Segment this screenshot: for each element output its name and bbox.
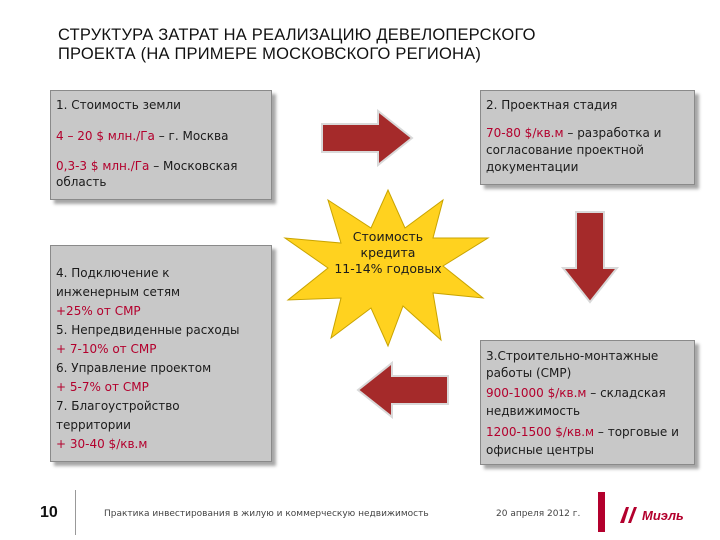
land-cost-moscow: [56, 128, 228, 144]
landscaping-heading-2: территории: [56, 418, 131, 432]
construction-retail-value: 1200-1500 $/кв.м: [486, 425, 595, 439]
connection-heading-2: инженерным сетям: [56, 285, 181, 299]
landscaping-heading-1: 7. Благоустройство: [56, 399, 180, 413]
footer-caption: Практика инвестирования в жилую и коммерческую недвижимость: [104, 509, 429, 519]
construction-warehouse: [486, 385, 666, 401]
connection-value: +25% от СМР: [56, 304, 141, 318]
logo-mark-icon: [618, 505, 640, 525]
design-stage-value: 70-80 $/кв.м: [486, 126, 564, 140]
design-stage-cost: [486, 125, 661, 141]
footer-accent-bar: [598, 492, 605, 532]
page-number: 10: [40, 504, 58, 521]
star-line-2: кредита: [360, 245, 416, 260]
construction-warehouse-line2: недвижимость: [486, 404, 581, 418]
design-stage-heading: 2. Проектная стадия: [486, 98, 618, 112]
management-value: + 5-7% от СМР: [56, 380, 149, 394]
design-stage-line3: документации: [486, 160, 579, 174]
construction-retail-text: – торговые и: [594, 425, 679, 439]
footer-date: 20 апреля 2012 г.: [496, 509, 581, 519]
design-stage-line2: согласование проектной: [486, 143, 644, 157]
construction-warehouse-value: 900-1000 $/кв.м: [486, 386, 587, 400]
slide-title: [58, 26, 698, 64]
contingency-heading: 5. Непредвиденные расходы: [56, 323, 240, 337]
title-line-2: ПРОЕКТА (НА ПРИМЕРЕ МОСКОВСКОГО РЕГИОНА): [58, 45, 482, 63]
land-cost-region-line2: область: [56, 175, 107, 189]
land-cost-moscow-value: 4 – 20 $ млн./Га: [56, 129, 155, 143]
contingency-value: + 7-10% от СМР: [56, 342, 157, 356]
logo-text: Миэль: [642, 508, 684, 523]
management-heading: 6. Управление проектом: [56, 361, 212, 375]
connection-heading-1: 4. Подключение к: [56, 266, 170, 280]
arrow-right-icon: [320, 108, 415, 168]
construction-retail-line2: офисные центры: [486, 443, 594, 457]
star-line-1: Стоимость: [352, 229, 424, 244]
title-line-1: СТРУКТУРА ЗАТРАТ НА РЕАЛИЗАЦИЮ ДЕВЕЛОПЕРСКОГО: [58, 26, 536, 44]
land-cost-moscow-text: – г. Москва: [154, 129, 229, 143]
star-line-3: 11-14% годовых: [334, 261, 442, 276]
star-text: [318, 229, 458, 277]
arrow-left-icon: [355, 360, 450, 420]
arrow-down-icon: [560, 210, 620, 305]
construction-retail: [486, 424, 679, 440]
land-cost-region-text: – Московская: [149, 159, 238, 173]
land-cost-region: [56, 158, 237, 174]
construction-heading-2: работы (СМР): [486, 366, 572, 380]
landscaping-value: + 30-40 $/кв.м: [56, 437, 148, 451]
construction-warehouse-text: – складская: [586, 386, 666, 400]
footer-divider: [75, 490, 76, 535]
construction-heading-1: 3.Строительно-монтажные: [486, 349, 659, 363]
company-logo: [618, 505, 708, 527]
land-cost-region-value: 0,3-3 $ млн./Га: [56, 159, 150, 173]
other-costs-list: [56, 264, 240, 454]
design-stage-text: – разработка и: [563, 126, 662, 140]
land-cost-heading: 1. Стоимость земли: [56, 98, 181, 112]
